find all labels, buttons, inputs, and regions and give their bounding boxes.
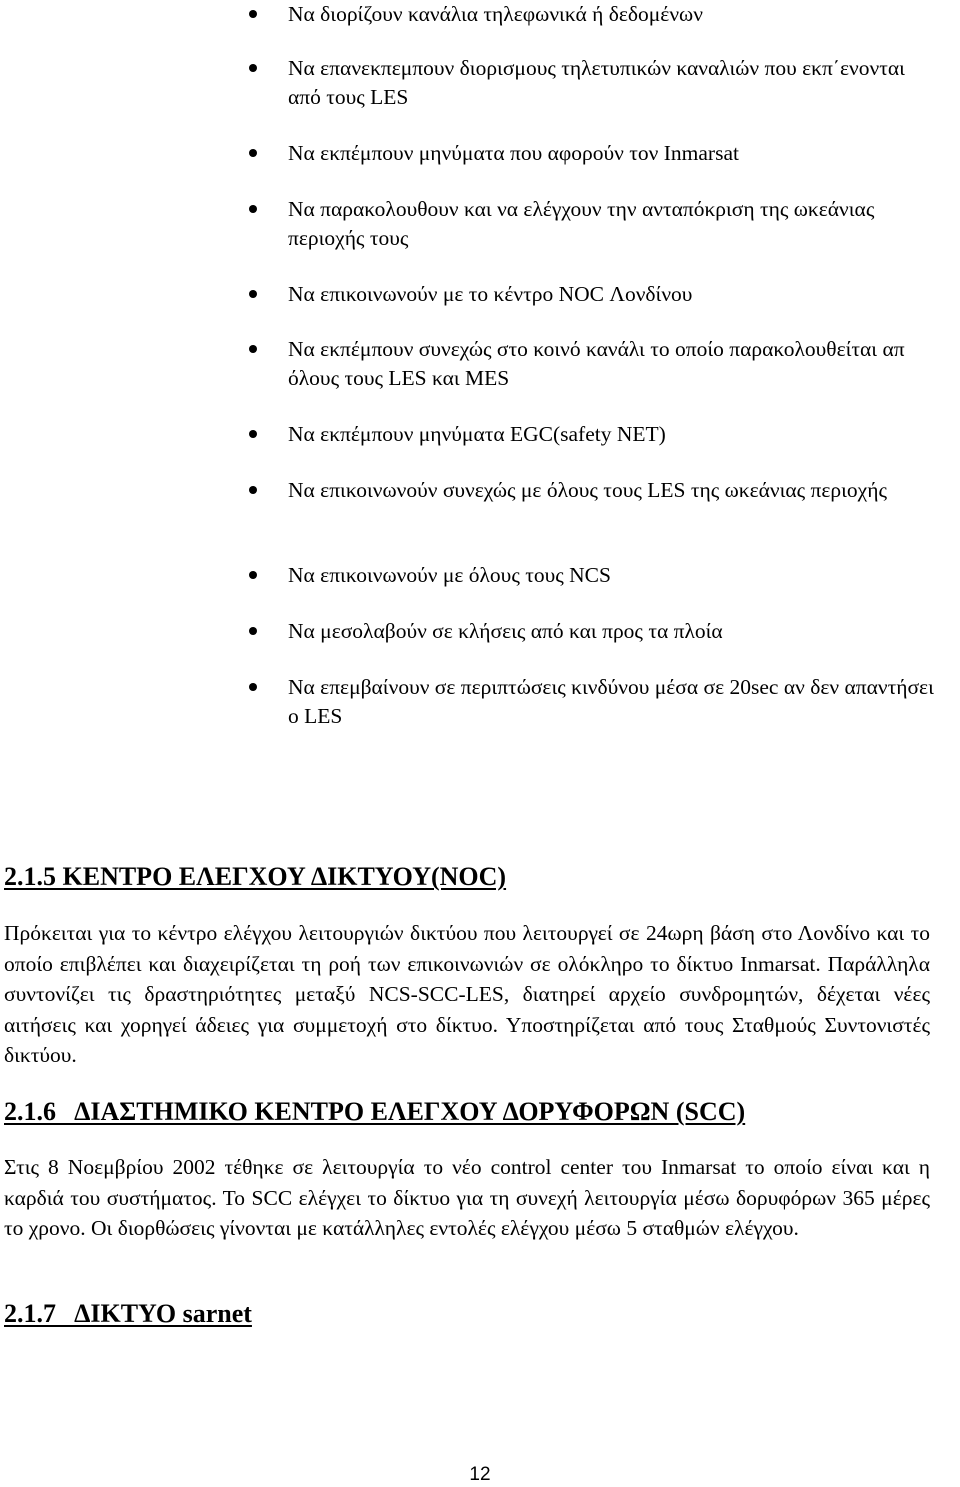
list-item-text: Να επικοινωνούν με το κέντρο NOC Λονδίνου [288, 282, 693, 306]
list-item [288, 420, 943, 449]
bullet-icon [249, 290, 257, 298]
bullet-icon [249, 205, 257, 213]
page-number: 12 [469, 1464, 491, 1485]
section-body-scc: Στις 8 Νοεμβρίου 2002 τέθηκε σε λειτουργία το νέο control center του Inmarsat το οποίο είναι και η καρδιά του συστήματος. Το SCC ελέγχει το δίκτυο για τη συνεχή λειτουργία μέσω δορυφόρων 365 μέρες το χρονο. Οι διορθώσεις γίνονται με κατάλληλες εντολές ελέγχου μέσω 5 σταθμών ελέγχου. [4, 1155, 930, 1240]
list-item [288, 139, 943, 168]
section-heading-noc: 2.1.5 ΚΕΝΤΡΟ ΕΛΕΓΧΟΥ ΔΙΚΤΥΟΥ(NOC) [4, 862, 507, 891]
list-item [288, 280, 943, 309]
list-item-text: Να εκπέμπουν μηνύματα EGC(safety NET) [288, 422, 666, 446]
list-item [288, 561, 943, 590]
bullet-icon [249, 430, 257, 438]
bullet-icon [249, 149, 257, 157]
list-item [288, 617, 943, 646]
bullet-icon [249, 571, 257, 579]
bullet-icon [249, 10, 257, 18]
list-item-text: Να εκπέμπουν συνεχώς στο κοινό κανάλι το οποίο παρακολουθείται απ όλους τους LES και MES [288, 337, 905, 390]
list-item-text: Να επικοινωνούν συνεχώς με όλους τους LES της ωκεάνιας περιοχής [288, 478, 887, 502]
list-item-text: Να διορίζουν κανάλια τηλεφωνικά ή δεδομένων [288, 2, 703, 26]
bullet-icon [249, 64, 257, 72]
bullet-icon [249, 486, 257, 494]
bullet-icon [249, 683, 257, 691]
list-item [288, 476, 943, 505]
section-heading-scc: 2.1.6 ΔΙΑΣΤΗΜΙΚΟ ΚΕΝΤΡΟ ΕΛΕΓΧΟΥ ΔΟΡΥΦΟΡΩΝ (SCC) [4, 1097, 746, 1126]
list-item [288, 54, 943, 112]
section-heading-sarnet: 2.1.7 ΔΙΚΤΥΟ sarnet [4, 1299, 252, 1328]
list-item-text: Να επικοινωνούν με όλους τους NCS [288, 563, 611, 587]
list-item-text: Να επεμβαίνουν σε περιπτώσεις κινδύνου μέσα σε 20sec αν δεν απαντήσει ο LES [288, 675, 934, 728]
bullet-icon [249, 345, 257, 353]
list-item-text: Να εκπέμπουν μηνύματα που αφορούν τον Inmarsat [288, 141, 739, 165]
list-item [288, 335, 943, 393]
list-item [288, 0, 943, 29]
section-body-noc: Πρόκειται για το κέντρο ελέγχου λειτουργιών δικτύου που λειτουργεί σε 24ωρη βάση στο Λονδίνο και το οποίο επιβλέπει και διαχειρίζεται τη ροή των επικοινωνιών σε ολόκληρο το δίκτυο Inmarsat. Παράλληλα συντονίζει τις δραστηριότητες μεταξύ NCS-SCC-LES, διατηρεί αρχείο συνδρομητών, δέχεται νέες αιτήσεις και χορηγεί άδειες για συμμετοχή στο δίκτυο. Υποστηρίζεται από τους Σταθμούς Συντονιστές δικτύου. [4, 921, 930, 1067]
list-item [288, 673, 943, 731]
list-item-text: Να επανεκπεμπουν διορισμους τηλετυπικών καναλιών που εκπ΄ενονται από τους LES [288, 56, 905, 109]
list-item-text: Να μεσολαβούν σε κλήσεις από και προς τα πλοία [288, 619, 723, 643]
list-item-text: Να παρακολουθουν και να ελέγχουν την ανταπόκριση της ωκεάνιας περιοχής τους [288, 197, 875, 250]
bullet-icon [249, 627, 257, 635]
list-item [288, 195, 943, 253]
